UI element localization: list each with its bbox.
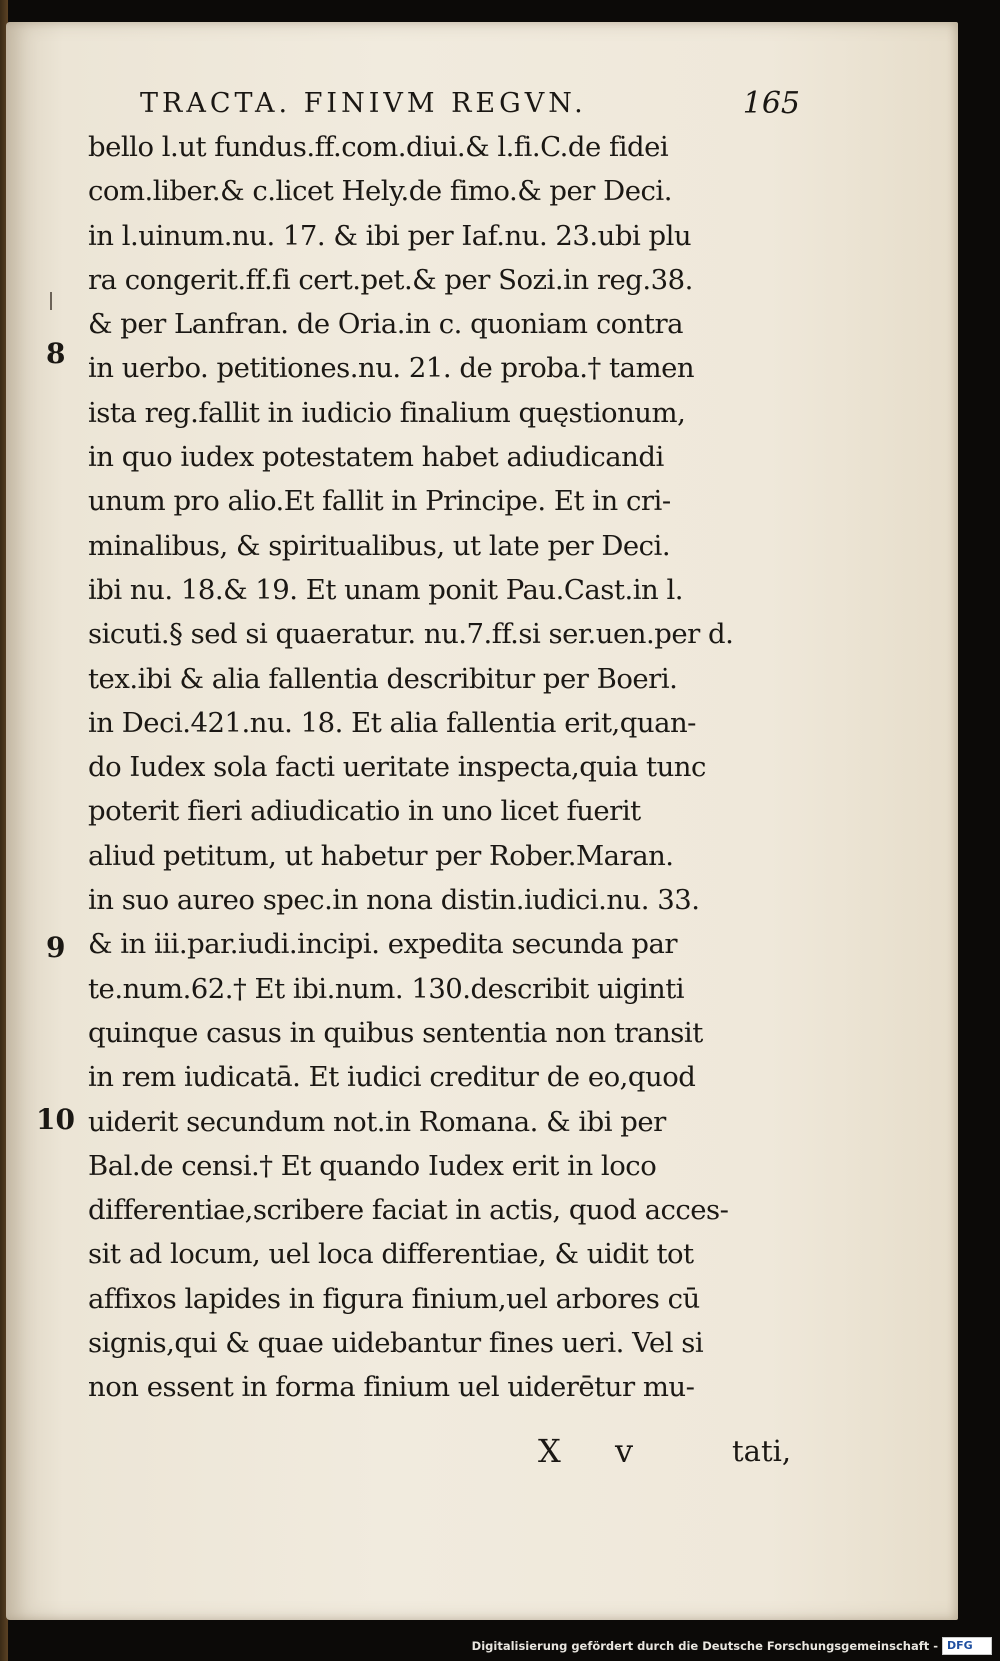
text-line: in suo aureo spec.in nona distin.iudici.nu. 33.: [88, 884, 700, 917]
text-line: quinque casus in quibus sententia non transit: [88, 1016, 703, 1049]
text-line: in quo iudex potestatem habet adiudicandi: [88, 441, 664, 474]
text-line: differentiae,scribere faciat in actis, quod acces-: [88, 1194, 729, 1227]
text-line: in rem iudicatā. Et iudici creditur de eo,quod: [88, 1061, 696, 1094]
digitization-credit: Digitalisierung gefördert durch die Deutsche Forschungsgemeinschaft -: [471, 1639, 938, 1653]
text-line: bello l.ut fundus.ff.com.diui.& l.fi.C.de fidei: [88, 131, 669, 163]
text-line: uiderit secundum not.in Romana. & ibi per: [88, 1105, 666, 1138]
text-line: ra congerit.ff.fi cert.pet.& per Sozi.in reg.38.: [88, 263, 693, 296]
text-line: poterit fieri adiudicatio in uno licet fuerit: [88, 795, 641, 828]
text-line: com.liber.& c.licet Hely.de fimo.& per Deci.: [88, 175, 672, 208]
text-line: te.num.62.† Et ibi.num. 130.describit uiginti: [88, 972, 685, 1005]
dfg-logo: [942, 1637, 992, 1655]
text-line: aliud petitum, ut habetur per Rober.Maran.: [88, 839, 674, 872]
text-line: do Iudex sola facti ueritate inspecta,quia tunc: [88, 751, 706, 784]
page-header: [140, 86, 800, 122]
margin-number-8: 8: [46, 337, 66, 370]
book-page: [6, 22, 958, 1620]
text-line: signis,qui & quae uidebantur fines ueri. Vel si: [88, 1327, 704, 1360]
signature-mark: X v: [538, 1432, 656, 1470]
catchword: tati,: [732, 1434, 792, 1468]
margin-number-9: 9: [46, 931, 66, 964]
margin-mark: [50, 292, 52, 310]
text-line: non essent in forma finium uel uiderētur mu-: [88, 1371, 695, 1404]
text-line: & in iii.par.iudi.incipi. expedita secunda par: [88, 928, 678, 961]
text-line: sicuti.§ sed si quaeratur. nu.7.ff.si ser.uen.per d.: [88, 618, 734, 651]
page-number: 165: [742, 86, 800, 121]
text-line: in Deci.421.nu. 18. Et alia fallentia erit,quan-: [88, 706, 696, 739]
running-title: TRACTA. FINIVM REGVN.: [140, 88, 587, 119]
margin-number-10: 10: [36, 1103, 75, 1136]
text-line: affixos lapides in figura finium,uel arbores cū: [88, 1282, 700, 1315]
text-line: sit ad locum, uel loca differentiae, & uidit tot: [88, 1238, 694, 1271]
text-line: Bal.de censi.† Et quando Iudex erit in loco: [88, 1149, 657, 1182]
page-footer: [6, 1432, 958, 1492]
body-text: [88, 125, 808, 1410]
text-line: & per Lanfran. de Oria.in c. quoniam contra: [88, 308, 683, 341]
text-line: tex.ibi & alia fallentia describitur per Boeri.: [88, 662, 678, 695]
text-line: minalibus, & spiritualibus, ut late per Deci.: [88, 529, 671, 562]
text-line: ibi nu. 18.& 19. Et unam ponit Pau.Cast.in l.: [88, 573, 683, 606]
dfg-logo-text: DFG: [947, 1639, 973, 1652]
text-line: in uerbo. petitiones.nu. 21. de proba.† tamen: [88, 352, 695, 385]
text-line: in l.uinum.nu. 17. & ibi per Iaf.nu. 23.ubi plu: [88, 219, 692, 252]
text-line: unum pro alio.Et fallit in Principe. Et in cri-: [88, 485, 671, 518]
text-line: ista reg.fallit in iudicio finalium quęstionum,: [88, 396, 686, 429]
